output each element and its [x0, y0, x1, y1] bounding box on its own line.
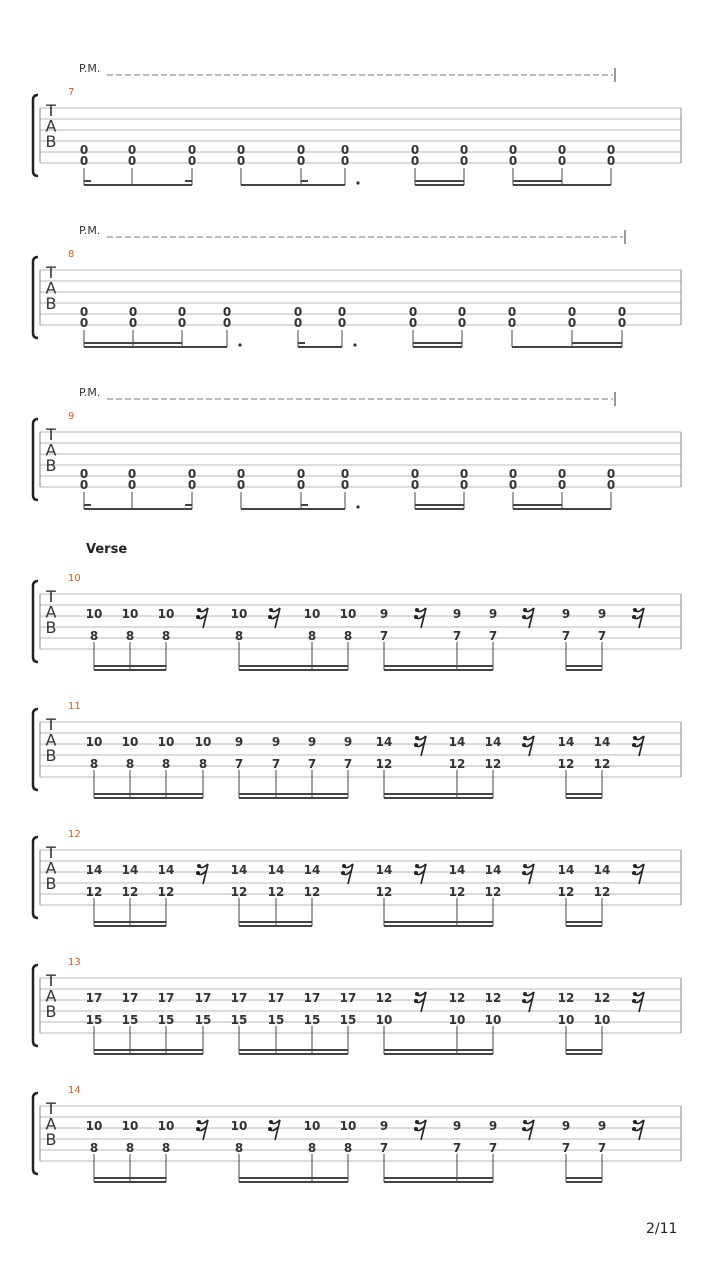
system-bracket — [33, 965, 38, 1046]
tab-clef-letter: A — [45, 986, 57, 1006]
fret-number: 10 — [303, 607, 321, 621]
tab-clef-letter: T — [46, 843, 56, 862]
fret-number: 0 — [557, 154, 567, 168]
fret-number: 9 — [343, 735, 353, 749]
fret-number: 0 — [296, 467, 306, 481]
fret-number: 0 — [127, 143, 137, 157]
tab-system — [33, 386, 681, 509]
rest-dot — [415, 736, 419, 740]
system-bracket — [33, 581, 38, 662]
fret-number: 10 — [194, 735, 212, 749]
fret-number: 10 — [230, 607, 248, 621]
fret-number: 15 — [267, 1013, 285, 1027]
fret-number: 0 — [79, 305, 89, 319]
measure-number: 8 — [68, 249, 75, 260]
fret-number: 14 — [85, 863, 103, 877]
rest-dot — [415, 1120, 419, 1124]
rest-dot — [523, 864, 527, 868]
tab-system — [33, 542, 681, 670]
fret-number: 10 — [230, 1119, 248, 1133]
fret-number: 0 — [296, 478, 306, 492]
fret-number: 8 — [234, 629, 244, 643]
page-number: 2/11 — [646, 1221, 678, 1237]
fret-number: 9 — [379, 1119, 389, 1133]
fret-number: 0 — [177, 305, 187, 319]
fret-number: 17 — [121, 991, 139, 1005]
fret-number: 0 — [187, 143, 197, 157]
rest-dot — [632, 999, 636, 1003]
fret-number: 15 — [339, 1013, 357, 1027]
fret-number: 8 — [125, 757, 135, 771]
rest-dot — [197, 864, 201, 868]
dot — [356, 505, 359, 508]
system-bracket — [33, 419, 38, 500]
rest-dot — [523, 992, 527, 996]
fret-number: 9 — [561, 1119, 571, 1133]
rest-dot — [632, 871, 636, 875]
fret-number: 0 — [79, 143, 89, 157]
fret-number: 8 — [89, 1141, 99, 1155]
tab-clef-letter: A — [45, 730, 57, 750]
rest-dot — [268, 1127, 272, 1131]
fret-number: 9 — [307, 735, 317, 749]
fret-number: 0 — [236, 143, 246, 157]
measure-number: 9 — [68, 411, 75, 422]
fret-number: 17 — [339, 991, 357, 1005]
fret-number: 0 — [508, 467, 518, 481]
fret-number: 12 — [375, 757, 393, 771]
rest-dot — [414, 743, 418, 747]
fret-number: 8 — [161, 629, 171, 643]
fret-number: 0 — [606, 143, 616, 157]
fret-number: 12 — [557, 991, 575, 1005]
fret-number: 10 — [157, 1119, 175, 1133]
fret-number: 0 — [459, 143, 469, 157]
fret-number: 0 — [459, 154, 469, 168]
fret-number: 0 — [127, 154, 137, 168]
fret-number: 12 — [448, 991, 466, 1005]
fret-number: 7 — [597, 629, 607, 643]
fret-number: 17 — [230, 991, 248, 1005]
fret-number: 0 — [128, 316, 138, 330]
fret-number: 0 — [567, 305, 577, 319]
fret-number: 10 — [85, 607, 103, 621]
fret-number: 0 — [459, 478, 469, 492]
fret-number: 12 — [157, 885, 175, 899]
tab-system — [33, 224, 681, 347]
tab-clef-letter: B — [45, 746, 57, 765]
fret-number: 0 — [187, 154, 197, 168]
fret-number: 0 — [410, 154, 420, 168]
rest-dot — [522, 615, 526, 619]
measure-number: 12 — [68, 829, 81, 840]
measure-number: 10 — [68, 573, 81, 584]
fret-number: 7 — [561, 1141, 571, 1155]
tab-clef-letter: T — [46, 425, 56, 444]
fret-number: 12 — [121, 885, 139, 899]
fret-number: 7 — [452, 1141, 462, 1155]
fret-number: 10 — [85, 735, 103, 749]
fret-number: 17 — [303, 991, 321, 1005]
rest-dot — [197, 1120, 201, 1124]
system-bracket — [33, 709, 38, 790]
fret-number: 0 — [408, 316, 418, 330]
fret-number: 8 — [234, 1141, 244, 1155]
tab-clef-letter: T — [46, 587, 56, 606]
fret-number: 10 — [121, 607, 139, 621]
fret-number: 8 — [125, 1141, 135, 1155]
fret-number: 12 — [230, 885, 248, 899]
fret-number: 0 — [557, 467, 567, 481]
fret-number: 7 — [561, 629, 571, 643]
fret-number: 14 — [557, 735, 575, 749]
fret-number: 10 — [375, 1013, 393, 1027]
fret-number: 17 — [194, 991, 212, 1005]
rest-dot — [633, 992, 637, 996]
fret-number: 0 — [128, 305, 138, 319]
fret-number: 0 — [222, 316, 232, 330]
fret-number: 15 — [303, 1013, 321, 1027]
fret-number: 9 — [452, 1119, 462, 1133]
fret-number: 0 — [296, 143, 306, 157]
fret-number: 0 — [408, 305, 418, 319]
fret-number: 0 — [508, 154, 518, 168]
fret-number: 8 — [161, 1141, 171, 1155]
fret-number: 17 — [85, 991, 103, 1005]
fret-number: 0 — [127, 467, 137, 481]
tab-clef-letter: B — [45, 874, 57, 893]
fret-number: 14 — [448, 735, 466, 749]
fret-number: 14 — [557, 863, 575, 877]
fret-number: 14 — [375, 863, 393, 877]
fret-number: 15 — [157, 1013, 175, 1027]
rest-dot — [522, 871, 526, 875]
tab-clef-letter: B — [45, 618, 57, 637]
fret-number: 0 — [79, 478, 89, 492]
fret-number: 0 — [457, 316, 467, 330]
fret-number: 0 — [127, 478, 137, 492]
fret-number: 9 — [488, 1119, 498, 1133]
fret-number: 15 — [85, 1013, 103, 1027]
palm-mute-label: P.M. — [79, 386, 101, 399]
fret-number: 10 — [339, 1119, 357, 1133]
fret-number: 0 — [236, 467, 246, 481]
fret-number: 10 — [448, 1013, 466, 1027]
fret-number: 9 — [234, 735, 244, 749]
system-bracket — [33, 1093, 38, 1174]
fret-number: 7 — [234, 757, 244, 771]
fret-number: 8 — [161, 757, 171, 771]
fret-number: 7 — [379, 1141, 389, 1155]
fret-number: 7 — [343, 757, 353, 771]
fret-number: 14 — [121, 863, 139, 877]
fret-number: 8 — [89, 629, 99, 643]
fret-number: 10 — [121, 735, 139, 749]
fret-number: 0 — [410, 143, 420, 157]
fret-number: 0 — [410, 478, 420, 492]
fret-number: 15 — [121, 1013, 139, 1027]
fret-number: 0 — [296, 154, 306, 168]
tab-clef-letter: A — [45, 1114, 57, 1134]
palm-mute-label: P.M. — [79, 62, 101, 75]
fret-number: 8 — [343, 629, 353, 643]
fret-number: 0 — [340, 478, 350, 492]
dot — [353, 343, 356, 346]
fret-number: 7 — [379, 629, 389, 643]
fret-number: 10 — [557, 1013, 575, 1027]
tab-clef-letter: B — [45, 456, 57, 475]
dot — [238, 343, 241, 346]
rest-dot — [342, 864, 346, 868]
tab-clef-letter: B — [45, 294, 57, 313]
fret-number: 10 — [157, 607, 175, 621]
fret-number: 0 — [410, 467, 420, 481]
fret-number: 0 — [79, 316, 89, 330]
fret-number: 10 — [85, 1119, 103, 1133]
fret-number: 12 — [267, 885, 285, 899]
rest-dot — [341, 871, 345, 875]
fret-number: 0 — [293, 316, 303, 330]
tab-system — [33, 62, 681, 185]
fret-number: 0 — [340, 467, 350, 481]
fret-number: 9 — [597, 607, 607, 621]
fret-number: 0 — [606, 478, 616, 492]
fret-number: 14 — [267, 863, 285, 877]
fret-number: 12 — [557, 757, 575, 771]
fret-number: 0 — [79, 467, 89, 481]
fret-number: 14 — [484, 863, 502, 877]
fret-number: 14 — [375, 735, 393, 749]
fret-number: 0 — [457, 305, 467, 319]
fret-number: 0 — [187, 478, 197, 492]
tab-clef-letter: A — [45, 440, 57, 460]
fret-number: 12 — [448, 757, 466, 771]
tab-clef-letter: T — [46, 101, 56, 120]
fret-number: 7 — [597, 1141, 607, 1155]
rest-dot — [415, 608, 419, 612]
fret-number: 9 — [561, 607, 571, 621]
rest-dot — [522, 743, 526, 747]
fret-number: 0 — [293, 305, 303, 319]
fret-number: 7 — [488, 1141, 498, 1155]
rest-dot — [414, 999, 418, 1003]
rest-dot — [196, 871, 200, 875]
fret-number: 0 — [508, 478, 518, 492]
fret-number: 8 — [125, 629, 135, 643]
system-bracket — [33, 837, 38, 918]
fret-number: 14 — [157, 863, 175, 877]
fret-number: 10 — [593, 1013, 611, 1027]
fret-number: 17 — [267, 991, 285, 1005]
fret-number: 17 — [157, 991, 175, 1005]
section-label: Verse — [86, 542, 128, 557]
fret-number: 15 — [230, 1013, 248, 1027]
fret-number: 15 — [194, 1013, 212, 1027]
rest-dot — [414, 1127, 418, 1131]
rest-dot — [196, 615, 200, 619]
fret-number: 12 — [484, 991, 502, 1005]
fret-number: 0 — [617, 305, 627, 319]
fret-number: 12 — [484, 885, 502, 899]
fret-number: 0 — [567, 316, 577, 330]
fret-number: 0 — [340, 154, 350, 168]
tab-clef-letter: B — [45, 132, 57, 151]
fret-number: 12 — [303, 885, 321, 899]
fret-number: 10 — [157, 735, 175, 749]
fret-number: 12 — [85, 885, 103, 899]
tab-clef-letter: A — [45, 278, 57, 298]
rest-dot — [268, 615, 272, 619]
fret-number: 12 — [593, 991, 611, 1005]
rest-dot — [633, 864, 637, 868]
measure-number: 11 — [68, 701, 81, 712]
fret-number: 0 — [337, 316, 347, 330]
fret-number: 0 — [340, 143, 350, 157]
tab-clef-letter: A — [45, 602, 57, 622]
tab-clef-letter: T — [46, 971, 56, 990]
palm-mute-label: P.M. — [79, 224, 101, 237]
fret-number: 0 — [606, 154, 616, 168]
tab-clef-letter: T — [46, 1099, 56, 1118]
rest-dot — [632, 615, 636, 619]
rest-dot — [633, 1120, 637, 1124]
rest-dot — [522, 999, 526, 1003]
fret-number: 12 — [375, 885, 393, 899]
fret-number: 7 — [452, 629, 462, 643]
fret-number: 10 — [339, 607, 357, 621]
fret-number: 7 — [271, 757, 281, 771]
rest-dot — [523, 608, 527, 612]
fret-number: 7 — [307, 757, 317, 771]
rest-dot — [269, 608, 273, 612]
rest-dot — [633, 736, 637, 740]
fret-number: 10 — [303, 1119, 321, 1133]
measure-number: 7 — [68, 87, 75, 98]
fret-number: 9 — [452, 607, 462, 621]
fret-number: 12 — [593, 885, 611, 899]
fret-number: 14 — [303, 863, 321, 877]
fret-number: 0 — [222, 305, 232, 319]
fret-number: 8 — [198, 757, 208, 771]
fret-number: 14 — [230, 863, 248, 877]
rest-dot — [523, 1120, 527, 1124]
fret-number: 8 — [307, 1141, 317, 1155]
fret-number: 0 — [79, 154, 89, 168]
rest-dot — [632, 1127, 636, 1131]
tab-clef-letter: T — [46, 715, 56, 734]
rest-dot — [523, 736, 527, 740]
tab-clef-letter: B — [45, 1130, 57, 1149]
fret-number: 12 — [593, 757, 611, 771]
system-bracket — [33, 257, 38, 338]
measure-number: 13 — [68, 957, 81, 968]
measure-number: 14 — [68, 1085, 81, 1096]
fret-number: 0 — [617, 316, 627, 330]
tab-system — [33, 829, 681, 926]
rest-dot — [414, 871, 418, 875]
fret-number: 0 — [507, 316, 517, 330]
fret-number: 0 — [337, 305, 347, 319]
tab-clef-letter: B — [45, 1002, 57, 1021]
tab-system — [33, 1085, 681, 1182]
fret-number: 10 — [484, 1013, 502, 1027]
fret-number: 0 — [507, 305, 517, 319]
fret-number: 8 — [307, 629, 317, 643]
rest-dot — [415, 992, 419, 996]
fret-number: 12 — [375, 991, 393, 1005]
fret-number: 0 — [177, 316, 187, 330]
rest-dot — [632, 743, 636, 747]
fret-number: 12 — [557, 885, 575, 899]
tab-system — [33, 957, 681, 1054]
fret-number: 0 — [236, 478, 246, 492]
rest-dot — [415, 864, 419, 868]
system-bracket — [33, 95, 38, 176]
fret-number: 0 — [187, 467, 197, 481]
fret-number: 12 — [484, 757, 502, 771]
fret-number: 9 — [488, 607, 498, 621]
tab-system — [33, 701, 681, 798]
fret-number: 0 — [236, 154, 246, 168]
fret-number: 14 — [448, 863, 466, 877]
rest-dot — [197, 608, 201, 612]
fret-number: 0 — [508, 143, 518, 157]
fret-number: 14 — [484, 735, 502, 749]
fret-number: 7 — [488, 629, 498, 643]
fret-number: 0 — [606, 467, 616, 481]
tab-clef-letter: A — [45, 858, 57, 878]
fret-number: 8 — [89, 757, 99, 771]
fret-number: 8 — [343, 1141, 353, 1155]
tab-clef-letter: A — [45, 116, 57, 136]
dot — [356, 181, 359, 184]
rest-dot — [522, 1127, 526, 1131]
fret-number: 0 — [557, 143, 567, 157]
fret-number: 0 — [557, 478, 567, 492]
fret-number: 10 — [121, 1119, 139, 1133]
fret-number: 14 — [593, 863, 611, 877]
rest-dot — [269, 1120, 273, 1124]
tab-clef-letter: T — [46, 263, 56, 282]
fret-number: 9 — [271, 735, 281, 749]
rest-dot — [633, 608, 637, 612]
fret-number: 0 — [459, 467, 469, 481]
rest-dot — [196, 1127, 200, 1131]
fret-number: 14 — [593, 735, 611, 749]
fret-number: 9 — [379, 607, 389, 621]
fret-number: 12 — [448, 885, 466, 899]
fret-number: 9 — [597, 1119, 607, 1133]
rest-dot — [414, 615, 418, 619]
